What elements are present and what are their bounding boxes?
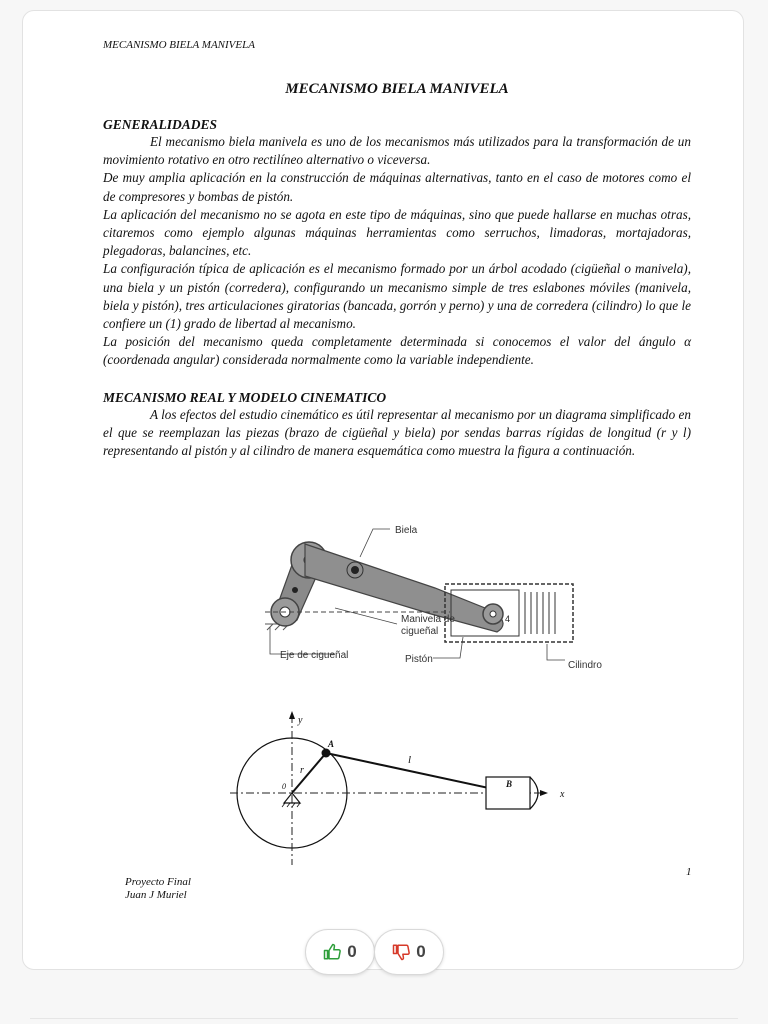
label-eje: Eje de cigueñal xyxy=(280,650,349,661)
point-label-b: B xyxy=(506,779,513,789)
page-footer xyxy=(125,876,191,902)
label-origin: 0 xyxy=(282,782,286,791)
page-number: 1 xyxy=(686,866,692,878)
downvote-count: 0 xyxy=(416,942,426,961)
axis-label-x: x xyxy=(560,789,565,800)
point-label-a: A xyxy=(328,739,335,749)
section-heading-modelo: MECANISMO REAL Y MODELO CINEMATICO xyxy=(103,389,387,405)
document-content xyxy=(103,38,691,460)
label-biela: Biela xyxy=(395,525,418,536)
label-4: 4 xyxy=(505,614,511,624)
paragraph: La aplicación del mecanismo no se agota en este tipo de máquinas, sino que puede hallarse en muchas otras, citaremos como ejemplo algunas máquinas herramientas como serruchos, limadoras, mortajadoras, plegadoras, balancines, etc. xyxy=(103,206,691,259)
paragraph: A los efectos del estudio cinemático es útil representar al mecanismo por un diagrama simplificado en el que se reemplazan las piezas (brazo de cigüeñal y biela) por sendas barras rígidas de longitud (r y l) representando al pistón y al cilindro de manera esquemática como muestra la figura a continuación. xyxy=(103,406,691,459)
paragraph: La posición del mecanismo queda completamente determinada si conocemos el valor del ángulo α (coordenada angular) considerada normalmente como la variable independiente. xyxy=(103,334,691,368)
page-title: MECANISMO BIELA MANIVELA xyxy=(285,81,509,97)
mechanism-illustration xyxy=(235,512,615,672)
thumbs-down-icon xyxy=(392,943,410,961)
upvote-count: 0 xyxy=(347,942,357,961)
downvote-button[interactable] xyxy=(374,929,444,975)
footer-line: Proyecto Final xyxy=(125,876,191,888)
upvote-button[interactable] xyxy=(305,929,375,975)
thumbs-up-icon xyxy=(323,943,341,961)
label-r: r xyxy=(300,765,304,776)
axis-label-y: y xyxy=(298,715,303,726)
label-manivela: Manivela de xyxy=(401,614,455,625)
paragraph: De muy amplia aplicación en la construcción de máquinas alternativas, tanto en el caso de motores como el de compresores y bombas de pistón. xyxy=(103,170,691,204)
label-manivela-2: cigueñal xyxy=(401,626,439,637)
kinematic-diagram xyxy=(230,705,590,870)
footer-line: Juan J Muriel xyxy=(125,889,187,901)
label-piston: Pistón xyxy=(405,654,433,665)
divider xyxy=(30,1018,738,1019)
label-cilindro: Cilindro xyxy=(568,660,602,671)
running-header: MECANISMO BIELA MANIVELA xyxy=(103,39,255,51)
paragraph: La configuración típica de aplicación es el mecanismo formado por un árbol acodado (cigüeñal o manivela), una biela y un pistón (corredera), configurando un mecanismo simple de tres eslabones móviles (manivela, biela y pistón), tres articulaciones giratorias (bancada, gorrón y perno) y una de corredera (cilindro) lo que le confiere un (1) grado de libertad al mecanismo. xyxy=(103,261,691,332)
section-heading-generalidades: GENERALIDADES xyxy=(103,117,218,132)
paragraph: El mecanismo biela manivela es uno de los mecanismos más utilizados para la transformación de un movimiento rotativo en otro rectilíneo alternativo o viceversa. xyxy=(103,134,691,168)
label-l: l xyxy=(408,754,412,766)
